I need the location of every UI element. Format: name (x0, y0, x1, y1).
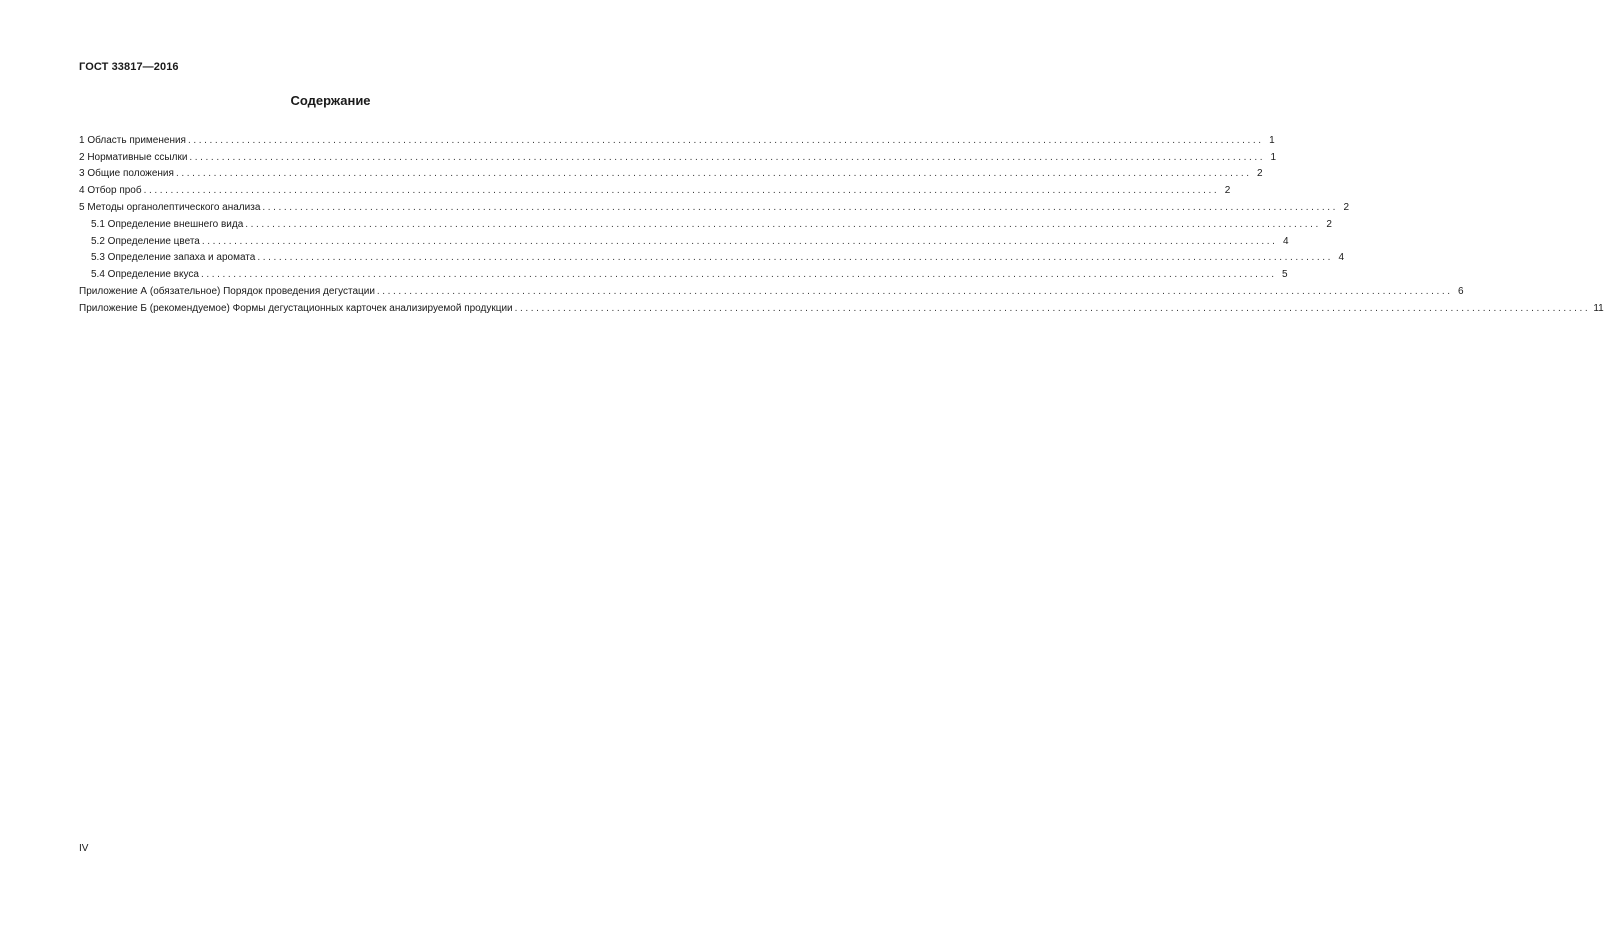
toc-entry-page: 5 (1282, 269, 1288, 281)
toc-entry[interactable] (79, 180, 1231, 197)
toc-entry[interactable] (79, 147, 1277, 164)
toc-leader-dots: ........................................................................................................................................................................................................ (175, 168, 1252, 180)
toc-leader-dots: ........................................................................................................................................................................................................ (187, 134, 1264, 146)
toc-entry[interactable] (79, 130, 1275, 147)
toc-leader-dots: ........................................................................................................................................................................................................ (514, 302, 1591, 314)
toc-entry-label: Приложение Б (рекомендуемое) Формы дегустационных карточек анализируемой продукции (79, 302, 513, 314)
toc-entry-page: 11 (1593, 302, 1604, 314)
toc-entry-page: 4 (1338, 252, 1345, 264)
toc-entry-label: 5.4 Определение вкуса (91, 269, 199, 281)
toc-subentry[interactable] (79, 264, 1288, 281)
toc-entry-page: 4 (1282, 235, 1289, 247)
toc-subentry[interactable] (79, 248, 1345, 265)
document-code: ГОСТ 33817—2016 (79, 61, 179, 73)
toc-entry-label: 4 Отбор проб (79, 185, 142, 197)
toc-entry-label: 5.1 Определение внешнего вида (91, 218, 244, 230)
toc-leader-dots: ........................................................................................................................................................................................................ (189, 151, 1266, 163)
toc-entry-page: 2 (1224, 185, 1231, 197)
table-of-contents (79, 130, 1604, 315)
toc-entry-label: 5.3 Определение запаха и аромата (91, 252, 256, 264)
toc-entry-label: 5 Методы органолептического анализа (79, 201, 261, 213)
toc-leader-dots: ........................................................................................................................................................................................................ (200, 269, 1277, 281)
toc-entry[interactable] (79, 298, 1604, 315)
toc-entry-page: 2 (1257, 168, 1263, 180)
toc-leader-dots: ........................................................................................................................................................................................................ (245, 218, 1321, 230)
toc-subentry[interactable] (79, 231, 1289, 248)
toc-entry-label: 1 Область применения (79, 134, 186, 146)
toc-subentry[interactable] (79, 214, 1332, 231)
toc-entry-page: 1 (1270, 151, 1277, 163)
toc-entry-page: 2 (1343, 201, 1350, 213)
toc-entry-label: 3 Общие положения (79, 168, 174, 180)
toc-entry-label: Приложение А (обязательное) Порядок проведения дегустации (79, 285, 375, 297)
toc-entry-page: 1 (1269, 134, 1275, 146)
toc-title: Содержание (290, 93, 371, 108)
toc-leader-dots: ........................................................................................................................................................................................................ (143, 185, 1220, 197)
toc-leader-dots: ........................................................................................................................................................................................................ (262, 201, 1339, 213)
toc-entry-label: 2 Нормативные ссылки (79, 151, 188, 163)
toc-entry-page: 2 (1326, 218, 1332, 230)
toc-entry[interactable] (79, 281, 1464, 298)
toc-entry-label: 5.2 Определение цвета (91, 235, 200, 247)
toc-entry[interactable] (79, 164, 1263, 181)
toc-leader-dots: ........................................................................................................................................................................................................ (201, 235, 1278, 247)
toc-entry-page: 6 (1458, 285, 1464, 297)
toc-entry[interactable] (79, 197, 1350, 214)
toc-leader-dots: ........................................................................................................................................................................................................ (376, 285, 1453, 297)
page-number: IV (79, 843, 89, 854)
toc-leader-dots: ........................................................................................................................................................................................................ (257, 252, 1334, 264)
